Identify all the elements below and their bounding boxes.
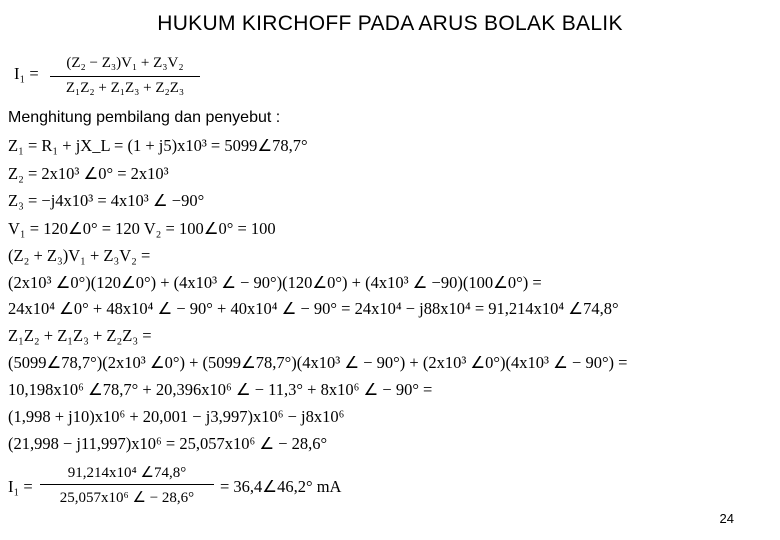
formula-top-fraction [50,55,200,99]
equation-line: (5099∠78,7°)(2x10³ ∠0°) + (5099∠78,7°)(4x10³ ∠ − 90°) + (2x10³ ∠0°)(4x10³ ∠ − 90°) = [8,353,628,372]
equation-line: (1,998 + j10)x10⁶ + 20,001 − j3,997)x10⁶ − j8x10⁶ [8,407,345,426]
formula-bottom-fraction [40,463,214,509]
equation-line: Z₃ = −j4x10³ = 4x10³ ∠ −90° [8,191,205,210]
equation-line: (2x10³ ∠0°)(120∠0°) + (4x10³ ∠ − 90°)(120∠0°) + (4x10³ ∠ −90)(100∠0°) = [8,273,542,292]
formula-bottom-result: = 36,4∠46,2° mA [220,477,342,496]
equation-line: 10,198x10⁶ ∠78,7° + 20,396x10⁶ ∠ − 11,3° + 8x10⁶ ∠ − 90° = [8,380,433,399]
equation-line: Z₂ = 2x10³ ∠0° = 2x10³ [8,164,169,183]
equation-line: 24x10⁴ ∠0° + 48x10⁴ ∠ − 90° + 40x10⁴ ∠ − 90° = 24x10⁴ − j88x10⁴ = 91,214x10⁴ ∠74,8° [8,299,619,318]
formula-top-fraction-bar [50,76,200,77]
equation-line: Z₁ = R₁ + jX_L = (1 + j5)x10³ = 5099∠78,7° [8,136,308,155]
formula-bottom-lhs: I₁ = [8,477,33,496]
page-number: 24 [719,511,734,526]
equation-line: Z₁Z₂ + Z₁Z₃ + Z₂Z₃ = [8,326,152,345]
subtitle: Menghitung pembilang dan penyebut : [8,109,281,126]
formula-top-denominator: Z₁Z₂ + Z₁Z₃ + Z₂Z₃ [65,80,185,96]
slide-title: HUKUM KIRCHOFF PADA ARUS BOLAK BALIK [157,12,623,35]
formula-top-lhs: I₁ = [14,64,39,83]
equation-line: (21,998 − j11,997)x10⁶ = 25,057x10⁶ ∠ − 28,6° [8,434,328,453]
equation-line: (Z₂ + Z₃)V₁ + Z₃V₂ = [8,246,151,265]
formula-bottom-numerator: 91,214x10⁴ ∠74,8° [67,465,187,481]
formula-top-numerator: (Z₂ − Z₃)V₁ + Z₃V₂ [66,55,184,71]
equation-line: V₁ = 120∠0° = 120 V₂ = 100∠0° = 100 [8,219,276,238]
formula-bottom-denominator: 25,057x10⁶ ∠ − 28,6° [59,490,195,506]
formula-bottom-fraction-bar [40,484,214,485]
